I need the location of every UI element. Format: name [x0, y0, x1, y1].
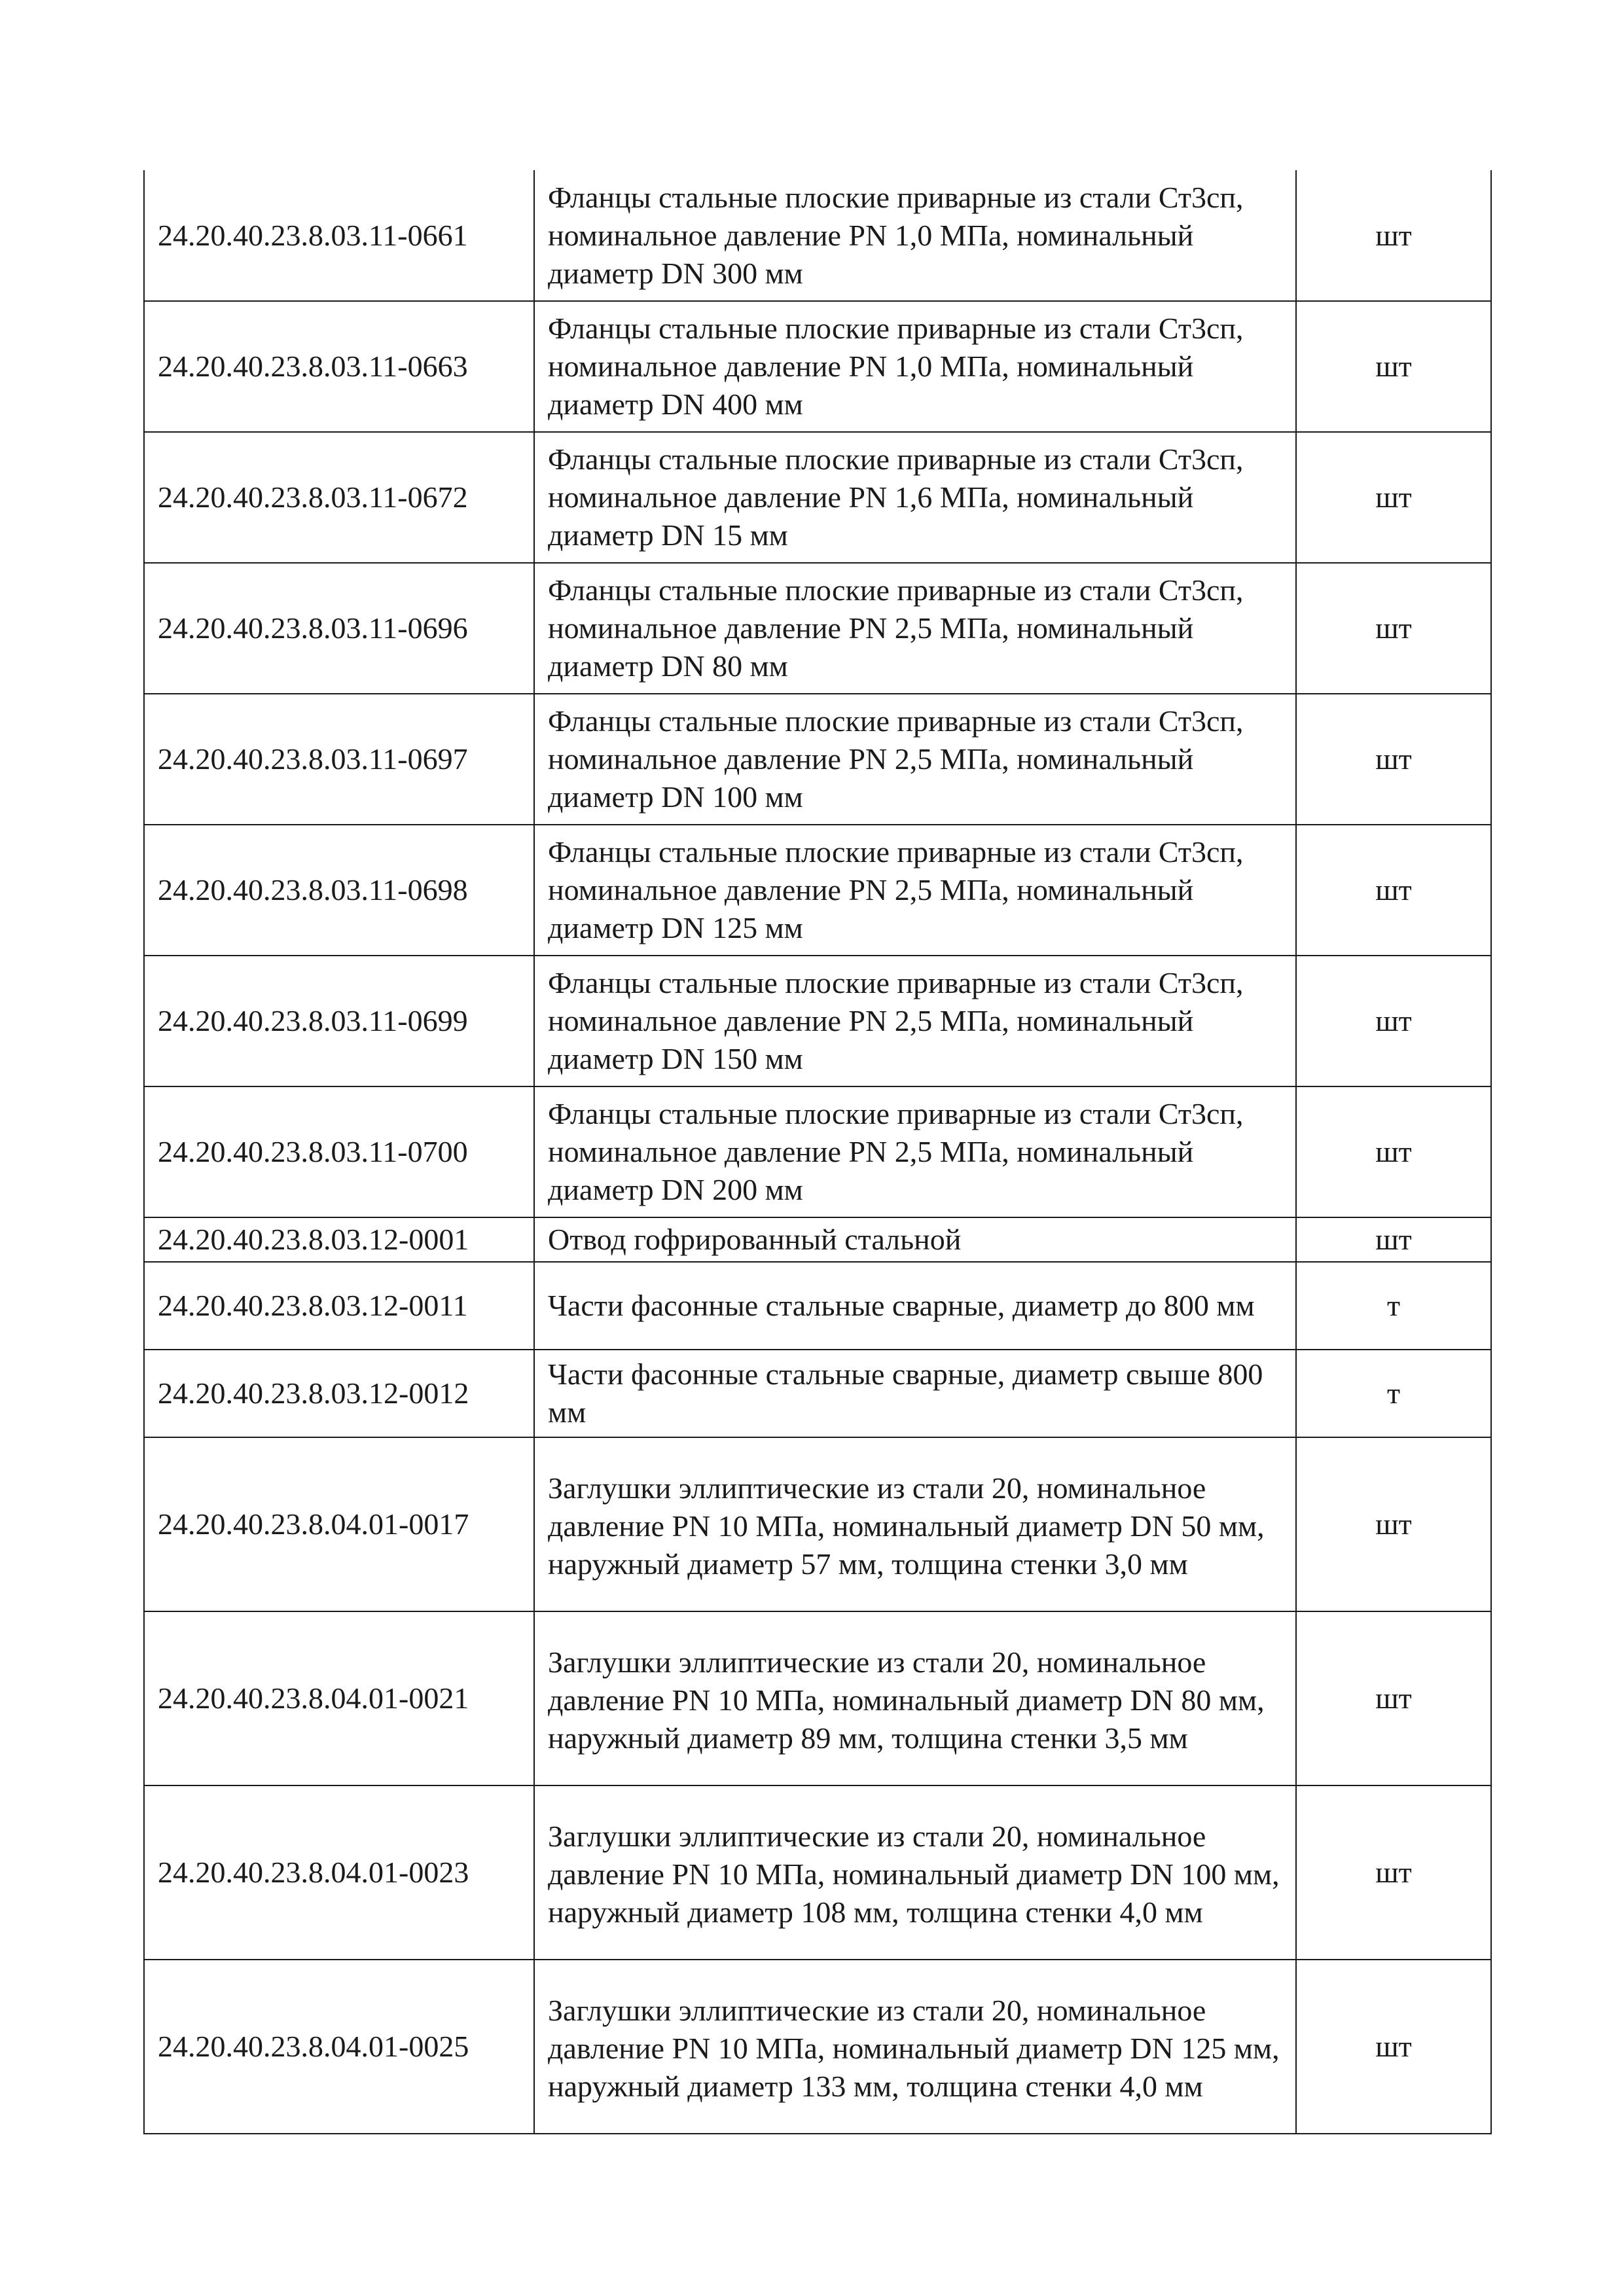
resource-code: 24.20.40.23.8.04.01-0021: [144, 1611, 534, 1785]
unit-of-measure: шт: [1296, 1960, 1491, 2134]
table-row: [144, 1262, 1491, 1350]
resource-name: Фланцы стальные плоские приварные из стали Ст3сп, номинальное давление PN 1,6 МПа, номинальный диаметр DN 15 мм: [534, 432, 1296, 563]
unit-of-measure: шт: [1296, 825, 1491, 956]
unit-of-measure: т: [1296, 1262, 1491, 1350]
resource-name: Фланцы стальные плоские приварные из стали Ст3сп, номинальное давление PN 1,0 МПа, номинальный диаметр DN 300 мм: [534, 170, 1296, 301]
table-row: [144, 1217, 1491, 1262]
unit-of-measure: шт: [1296, 301, 1491, 432]
table-row: [144, 1437, 1491, 1611]
resource-code: 24.20.40.23.8.04.01-0023: [144, 1785, 534, 1960]
unit-of-measure: шт: [1296, 694, 1491, 825]
table-row: [144, 1611, 1491, 1785]
resource-name: Заглушки эллиптические из стали 20, номинальное давление PN 10 МПа, номинальный диаметр DN 50 мм, наружный диаметр 57 мм, толщина стенки 3,0 мм: [534, 1437, 1296, 1611]
document-page: [143, 170, 1490, 2134]
unit-of-measure: шт: [1296, 432, 1491, 563]
resource-name: Фланцы стальные плоские приварные из стали Ст3сп, номинальное давление PN 2,5 МПа, номинальный диаметр DN 80 мм: [534, 563, 1296, 694]
resource-name: Части фасонные стальные сварные, диаметр свыше 800 мм: [534, 1350, 1296, 1437]
resource-code: 24.20.40.23.8.04.01-0025: [144, 1960, 534, 2134]
resource-name: Части фасонные стальные сварные, диаметр до 800 мм: [534, 1262, 1296, 1350]
resource-code: 24.20.40.23.8.03.11-0661: [144, 170, 534, 301]
table-row: [144, 1785, 1491, 1960]
resource-name: Фланцы стальные плоские приварные из стали Ст3сп, номинальное давление PN 2,5 МПа, номинальный диаметр DN 200 мм: [534, 1086, 1296, 1217]
resource-code: 24.20.40.23.8.03.12-0011: [144, 1262, 534, 1350]
unit-of-measure: шт: [1296, 170, 1491, 301]
unit-of-measure: шт: [1296, 1611, 1491, 1785]
resource-name: Заглушки эллиптические из стали 20, номинальное давление PN 10 МПа, номинальный диаметр DN 100 мм, наружный диаметр 108 мм, толщина стенки 4,0 мм: [534, 1785, 1296, 1960]
resource-name: Заглушки эллиптические из стали 20, номинальное давление PN 10 МПа, номинальный диаметр DN 125 мм, наружный диаметр 133 мм, толщина стенки 4,0 мм: [534, 1960, 1296, 2134]
table-row: [144, 432, 1491, 563]
table-row: [144, 170, 1491, 301]
resource-code: 24.20.40.23.8.03.11-0700: [144, 1086, 534, 1217]
table-row: [144, 956, 1491, 1086]
unit-of-measure: т: [1296, 1350, 1491, 1437]
unit-of-measure: шт: [1296, 563, 1491, 694]
resource-code: 24.20.40.23.8.03.11-0672: [144, 432, 534, 563]
resource-code: 24.20.40.23.8.03.11-0698: [144, 825, 534, 956]
resource-name: Фланцы стальные плоские приварные из стали Ст3сп, номинальное давление PN 2,5 МПа, номинальный диаметр DN 125 мм: [534, 825, 1296, 956]
table-row: [144, 1086, 1491, 1217]
resource-code: 24.20.40.23.8.03.12-0001: [144, 1217, 534, 1262]
resource-code: 24.20.40.23.8.03.11-0699: [144, 956, 534, 1086]
unit-of-measure: шт: [1296, 1217, 1491, 1262]
table-row: [144, 1350, 1491, 1437]
resource-name: Фланцы стальные плоские приварные из стали Ст3сп, номинальное давление PN 2,5 МПа, номинальный диаметр DN 100 мм: [534, 694, 1296, 825]
unit-of-measure: шт: [1296, 1437, 1491, 1611]
resource-name: Заглушки эллиптические из стали 20, номинальное давление PN 10 МПа, номинальный диаметр DN 80 мм, наружный диаметр 89 мм, толщина стенки 3,5 мм: [534, 1611, 1296, 1785]
table-row: [144, 301, 1491, 432]
resource-name: Отвод гофрированный стальной: [534, 1217, 1296, 1262]
unit-of-measure: шт: [1296, 1086, 1491, 1217]
resource-code: 24.20.40.23.8.03.11-0696: [144, 563, 534, 694]
resource-code: 24.20.40.23.8.03.11-0697: [144, 694, 534, 825]
table-row: [144, 1960, 1491, 2134]
table-row: [144, 563, 1491, 694]
resource-code: 24.20.40.23.8.04.01-0017: [144, 1437, 534, 1611]
resource-name: Фланцы стальные плоские приварные из стали Ст3сп, номинальное давление PN 2,5 МПа, номинальный диаметр DN 150 мм: [534, 956, 1296, 1086]
unit-of-measure: шт: [1296, 1785, 1491, 1960]
resource-name: Фланцы стальные плоские приварные из стали Ст3сп, номинальное давление PN 1,0 МПа, номинальный диаметр DN 400 мм: [534, 301, 1296, 432]
table-row: [144, 694, 1491, 825]
unit-of-measure: шт: [1296, 956, 1491, 1086]
resource-code: 24.20.40.23.8.03.12-0012: [144, 1350, 534, 1437]
table-row: [144, 825, 1491, 956]
resource-code: 24.20.40.23.8.03.11-0663: [144, 301, 534, 432]
materials-table: [143, 170, 1492, 2134]
